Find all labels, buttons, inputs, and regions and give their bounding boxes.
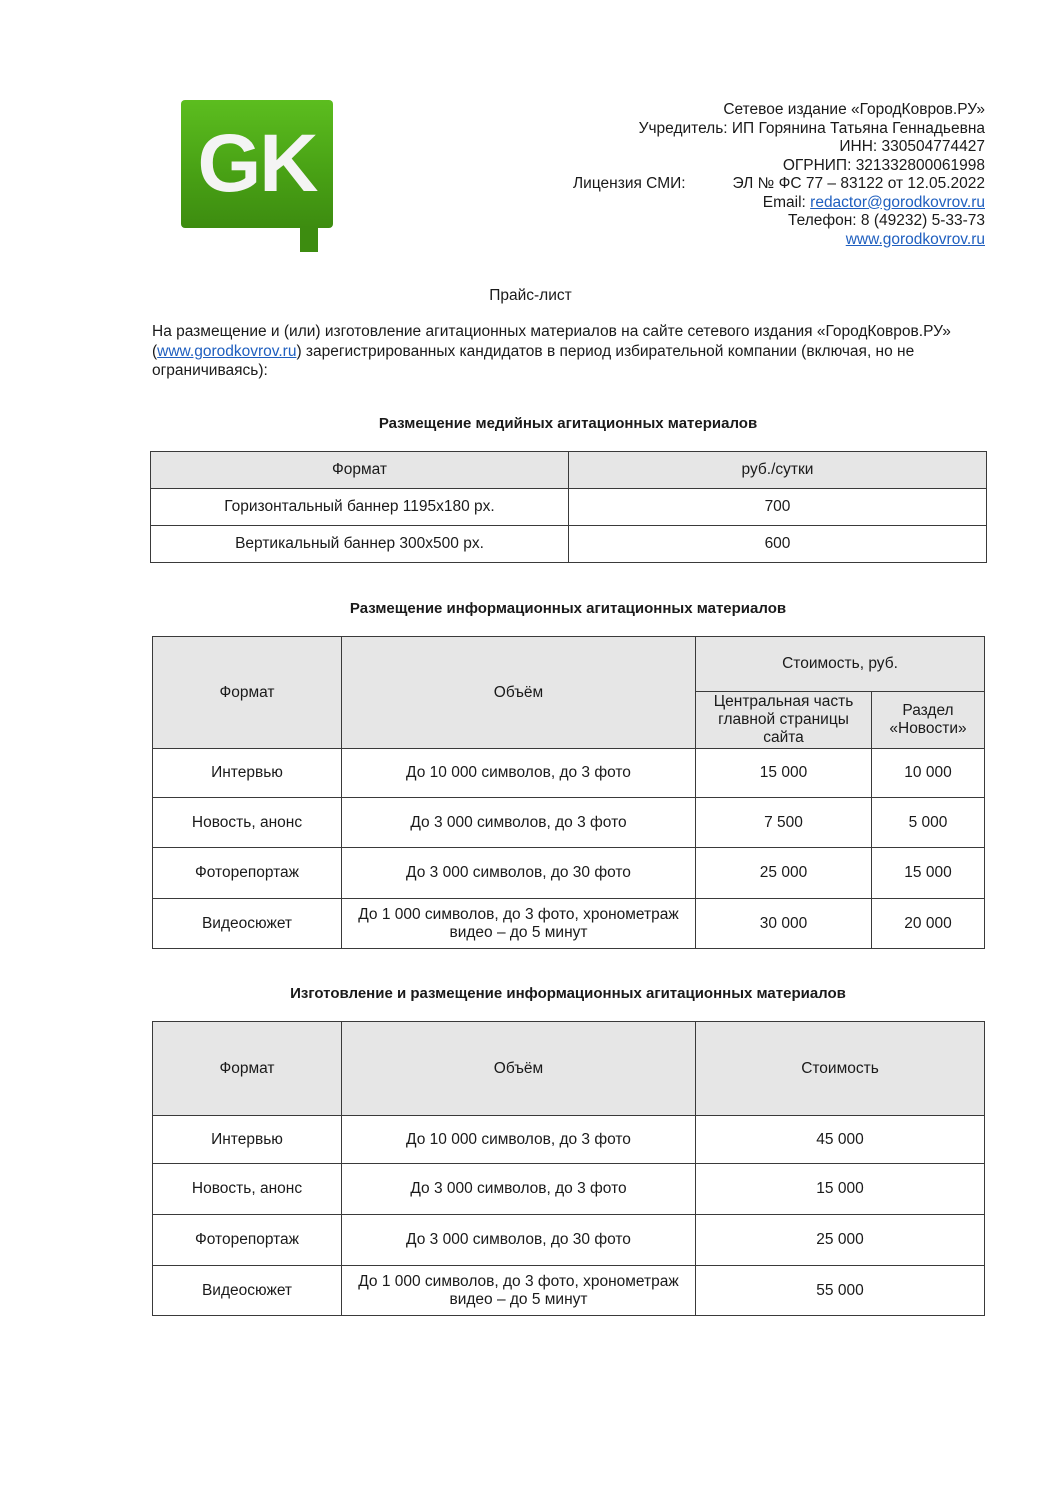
- cell-price: 700: [569, 489, 987, 526]
- logo-text: GK: [197, 118, 317, 209]
- cell-news-price: 10 000: [872, 749, 985, 798]
- cell-news-price: 20 000: [872, 899, 985, 949]
- production-price-table: [152, 1021, 985, 1316]
- table-row: [151, 526, 987, 563]
- cell-price: 25 000: [696, 1215, 985, 1266]
- cell-volume: До 1 000 символов, до 3 фото, хронометраж видео – до 5 минут: [342, 899, 696, 949]
- cell-format: Новость, анонс: [153, 1164, 342, 1215]
- cell-format: Горизонтальный баннер 1195x180 px.: [151, 489, 569, 526]
- cell-format: Новость, анонс: [153, 798, 342, 848]
- cell-main-price: 30 000: [696, 899, 872, 949]
- column-header: руб./сутки: [569, 452, 987, 489]
- section-info-title: Размещение информационных агитационных материалов: [349, 600, 787, 617]
- intro-text-2: ) зарегистрированных кандидатов в период избирательной компании (включая, но не ограничиваясь):: [152, 342, 915, 379]
- media-price-table: [150, 451, 987, 563]
- table-row: [151, 489, 987, 526]
- column-header: Раздел «Новости»: [872, 692, 985, 749]
- cell-format: Фоторепортаж: [153, 848, 342, 899]
- cell-volume: До 3 000 символов, до 3 фото: [342, 1164, 696, 1215]
- cell-news-price: 5 000: [872, 798, 985, 848]
- table-row: [153, 1116, 985, 1164]
- email-line: [639, 194, 985, 213]
- cell-volume: До 3 000 символов, до 30 фото: [342, 848, 696, 899]
- cell-volume: До 3 000 символов, до 3 фото: [342, 798, 696, 848]
- cell-main-price: 25 000: [696, 848, 872, 899]
- column-header: Центральная часть главной страницы сайта: [696, 692, 872, 749]
- table-row: [153, 848, 985, 899]
- cell-main-price: 15 000: [696, 749, 872, 798]
- column-header: Формат: [153, 1022, 342, 1116]
- inn: ИНН: 330504774427: [839, 138, 985, 155]
- table-row: [153, 798, 985, 848]
- page-title: Прайс-лист: [489, 287, 572, 304]
- cell-price: 15 000: [696, 1164, 985, 1215]
- website-link[interactable]: www.gorodkovrov.ru: [845, 230, 985, 248]
- license-value: ЭЛ № ФС 77 – 83122 от 12.05.2022: [732, 175, 985, 192]
- info-placement-table: [152, 636, 985, 949]
- cell-volume: До 10 000 символов, до 3 фото: [342, 1116, 696, 1164]
- cell-main-price: 7 500: [696, 798, 872, 848]
- founder: Учредитель: ИП Горянина Татьяна Геннадьевна: [638, 119, 985, 137]
- cell-format: Фоторепортаж: [153, 1215, 342, 1266]
- cell-format: Интервью: [153, 749, 342, 798]
- cell-price: 600: [569, 526, 987, 563]
- cell-volume: До 3 000 символов, до 30 фото: [342, 1215, 696, 1266]
- phone: Телефон: 8 (49232) 5-33-73: [788, 212, 985, 229]
- email-label: Email:: [762, 193, 811, 211]
- cell-format: Видеосюжет: [153, 899, 342, 949]
- table-row: [153, 1164, 985, 1215]
- table-row: [153, 899, 985, 949]
- cell-format: Вертикальный баннер 300x500 px.: [151, 526, 569, 563]
- publisher-name: Сетевое издание «ГородКовров.РУ»: [723, 101, 985, 118]
- email-link[interactable]: redactor@gorodkovrov.ru: [810, 193, 985, 211]
- intro-paragraph: [152, 322, 992, 381]
- column-header: Формат: [151, 452, 569, 489]
- column-header: Стоимость: [696, 1022, 985, 1116]
- cell-price: 45 000: [696, 1116, 985, 1164]
- column-header: Объём: [342, 637, 696, 749]
- cell-news-price: 15 000: [872, 848, 985, 899]
- section-media-title: Размещение медийных агитационных материалов: [378, 415, 758, 432]
- table-row: [153, 1215, 985, 1266]
- table-row: [153, 749, 985, 798]
- intro-website-link[interactable]: www.gorodkovrov.ru: [157, 342, 297, 360]
- ogrnip: ОГРНИП: 321332800061998: [782, 156, 985, 174]
- column-header: Объём: [342, 1022, 696, 1116]
- table-row: [153, 1266, 985, 1316]
- cell-price: 55 000: [696, 1266, 985, 1316]
- publisher-info: [639, 101, 985, 249]
- cell-format: Видеосюжет: [153, 1266, 342, 1316]
- section-production-title: Изготовление и размещение информационных агитационных материалов: [290, 985, 846, 1002]
- license-label: Лицензия СМИ:: [573, 175, 686, 192]
- cell-format: Интервью: [153, 1116, 342, 1164]
- cell-volume: До 1 000 символов, до 3 фото, хронометраж видео – до 5 минут: [342, 1266, 696, 1316]
- intro-text-1: На размещение и (или) изготовление агитационных материалов на сайте сетевого издания «ГородКовров.РУ» (: [152, 323, 951, 360]
- column-header: Стоимость, руб.: [696, 637, 985, 692]
- logo-speech-tail: [300, 226, 318, 252]
- column-header: Формат: [153, 637, 342, 749]
- cell-volume: До 10 000 символов, до 3 фото: [342, 749, 696, 798]
